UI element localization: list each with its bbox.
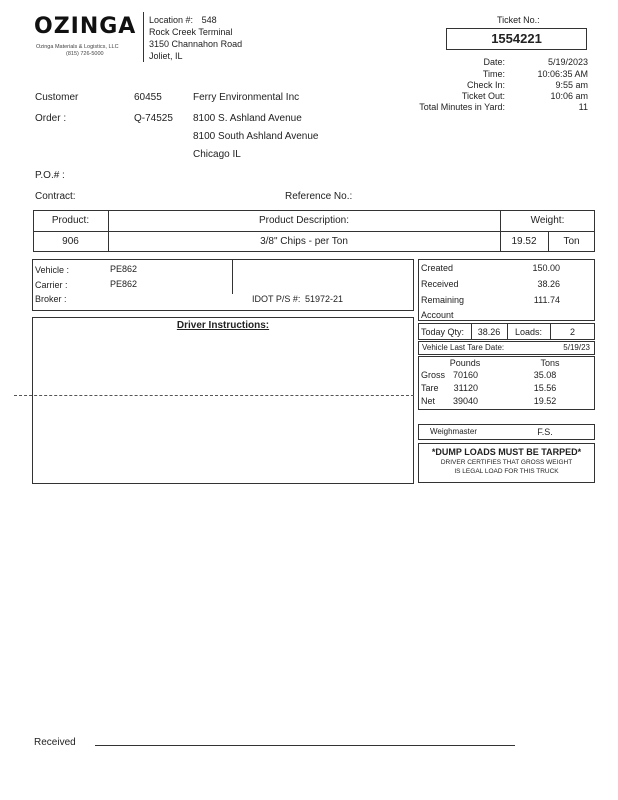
gross-pounds: 70160 — [452, 370, 478, 380]
loads-label: Loads: — [514, 327, 543, 337]
customer-address3: Chicago IL — [193, 149, 241, 160]
company-tagline: Ozinga Materials & Logistics, LLC — [36, 44, 119, 50]
address-line2: Joliet, IL — [149, 51, 183, 61]
reference-label: Reference No.: — [285, 191, 353, 202]
ticket-number: 1554221 — [491, 31, 542, 46]
ticketout-value: 10:06 am — [550, 91, 588, 101]
location-number: 548 — [201, 15, 217, 25]
checkin-value: 9:55 am — [555, 80, 588, 90]
product-weight: 19.52 — [511, 236, 537, 247]
tarp-notice-line1: *DUMP LOADS MUST BE TARPED* — [431, 447, 582, 457]
created-value: 150.00 — [532, 263, 560, 273]
driver-instructions-title: Driver Instructions: — [176, 320, 270, 331]
today-qty-value: 38.26 — [477, 327, 501, 337]
time-value: 10:06:35 AM — [537, 69, 588, 79]
driver-instructions-box — [32, 317, 414, 484]
weighmaster-label: Weighmaster — [430, 427, 477, 436]
order-label: Order : — [35, 113, 67, 124]
time-label: Time: — [482, 69, 505, 79]
checkin-label: Check In: — [466, 80, 505, 90]
address-line1: 3150 Channahon Road — [149, 39, 243, 49]
date-label: Date: — [483, 57, 505, 67]
vehicle-box — [32, 259, 414, 311]
customer-name: Ferry Environmental Inc — [193, 92, 300, 103]
customer-label: Customer — [35, 92, 79, 103]
gross-label: Gross — [421, 370, 446, 380]
received-qty-label: Received — [421, 279, 459, 289]
company-phone: (815) 726-5000 — [66, 51, 104, 57]
ticket-number-box — [446, 28, 587, 50]
contract-label: Contract: — [35, 191, 76, 202]
tons-label: Tons — [540, 358, 560, 368]
product-unit: Ton — [563, 236, 580, 247]
remaining-value: 111.74 — [533, 295, 560, 305]
account-label: Account — [421, 310, 454, 320]
minutes-label: Total Minutes in Yard: — [419, 102, 505, 112]
idot-value: 51972-21 — [305, 294, 344, 304]
loads-value: 2 — [569, 327, 575, 337]
tare-tons: 15.56 — [533, 383, 557, 393]
vehicle-label: Vehicle : — [35, 265, 70, 275]
vehicle-value: PE862 — [110, 264, 138, 274]
carrier-value: PE862 — [110, 279, 138, 289]
tare-pounds: 31120 — [453, 383, 478, 393]
net-pounds: 39040 — [452, 396, 478, 406]
order-number: Q-74525 — [134, 113, 173, 124]
ticket-label: Ticket No.: — [497, 15, 540, 25]
customer-address1: 8100 S. Ashland Avenue — [193, 113, 302, 124]
tare-date-label: Vehicle Last Tare Date: — [422, 343, 505, 352]
remaining-label: Remaining — [421, 295, 465, 305]
tarp-notice-line3: IS LEGAL LOAD FOR THIS TRUCK — [454, 468, 559, 475]
weighmaster-value: F.S. — [537, 427, 553, 437]
description-header: Product Description: — [258, 215, 350, 226]
created-label: Created — [421, 263, 454, 273]
product-header: Product: — [51, 215, 90, 226]
date-value: 5/19/2023 — [547, 57, 588, 67]
received-signature-label: Received — [34, 737, 76, 748]
terminal-name: Rock Creek Terminal — [149, 27, 233, 37]
location-line — [149, 15, 217, 25]
location-label: Location #: — [149, 15, 194, 25]
minutes-value: 11 — [578, 102, 588, 112]
today-qty-label: Today Qty: — [421, 327, 465, 337]
signature-line — [95, 745, 515, 746]
pounds-label: Pounds — [449, 358, 481, 368]
customer-address2: 8100 South Ashland Avenue — [193, 131, 319, 142]
carrier-label: Carrier : — [35, 280, 68, 290]
tare-label: Tare — [421, 383, 439, 393]
product-description: 3/8" Chips - per Ton — [260, 236, 348, 247]
logo-text: OZINGA — [34, 14, 137, 39]
customer-id: 60455 — [134, 92, 162, 103]
idot-label: IDOT P/S #: — [252, 294, 301, 304]
vehicle-box-sep — [232, 259, 233, 294]
tarp-notice-line2: DRIVER CERTIFIES THAT GROSS WEIGHT — [440, 459, 573, 466]
tare-date-value: 5/19/23 — [563, 343, 590, 352]
weight-header: Weight: — [530, 215, 565, 226]
fold-line — [14, 395, 414, 396]
broker-label: Broker : — [35, 294, 67, 304]
company-logo — [34, 14, 136, 39]
logo-divider — [143, 12, 144, 62]
ticketout-label: Ticket Out: — [461, 91, 505, 101]
product-code: 906 — [62, 236, 79, 247]
received-qty-value: 38.26 — [537, 279, 560, 289]
net-label: Net — [421, 396, 436, 406]
product-table-divider — [33, 231, 595, 232]
gross-tons: 35.08 — [533, 370, 557, 380]
net-tons: 19.52 — [533, 396, 557, 406]
po-label: P.O.# : — [35, 170, 65, 181]
